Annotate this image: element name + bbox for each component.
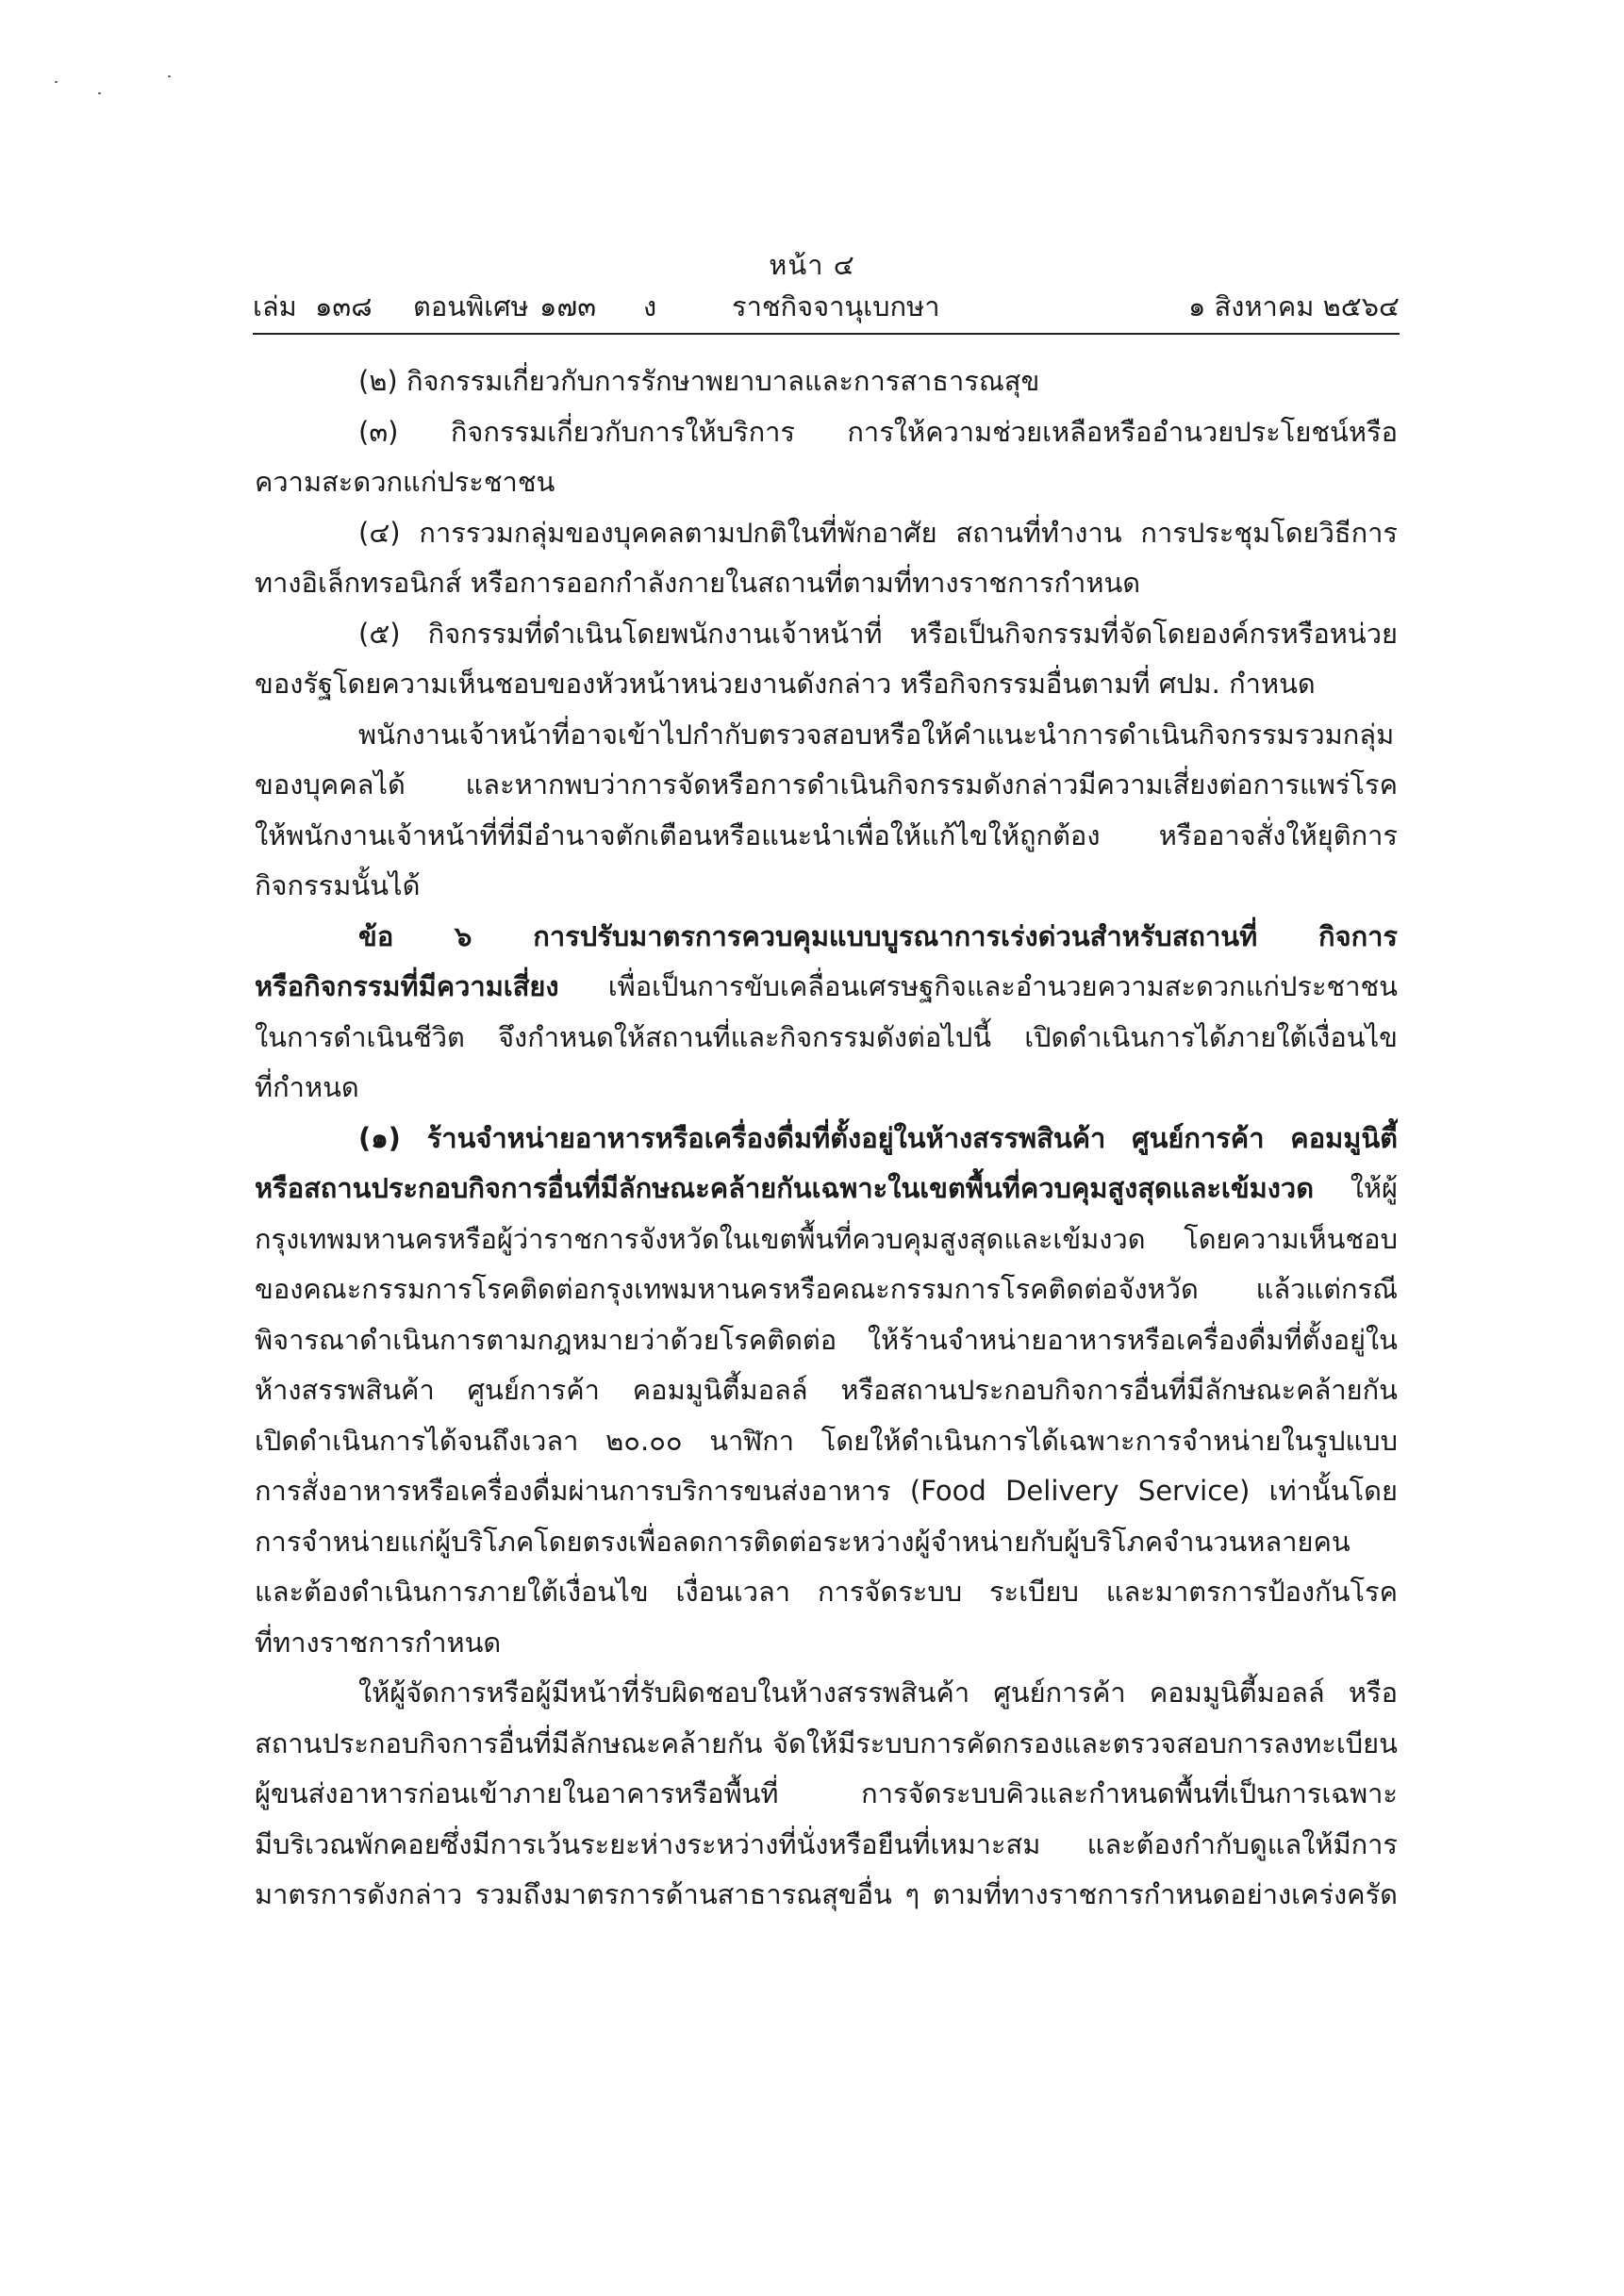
paragraph-line: (๔) การรวมกลุ่มของบุคคลตามปกติในที่พักอาศัย สถานที่ทำงาน การประชุมโดยวิธีการ	[358, 516, 1398, 549]
item-heading-bold: (๑) ร้านจำหน่ายอาหารหรือเครื่องดื่มที่ตั้งอยู่ในห้างสรรพสินค้า ศูนย์การค้า คอมมูนิตี้	[358, 1121, 1398, 1154]
paragraph-line: สถานประกอบกิจการอื่นที่มีลักษณะคล้ายกัน จัดให้มีระบบการคัดกรองและตรวจสอบการลงทะเบียน	[255, 1726, 1398, 1759]
paragraph-line: ให้ผู้จัดการหรือผู้มีหน้าที่รับผิดชอบในห้างสรรพสินค้า ศูนย์การค้า คอมมูนิตี้มอลล์ หรือ	[358, 1677, 1398, 1709]
paragraph-line: การจำหน่ายแก่ผู้บริโภคโดยตรงเพื่อลดการติดต่อระหว่างผู้จำหน่ายกับผู้บริโภคจำนวนหลายคน	[255, 1525, 1351, 1558]
paragraph-line: เปิดดำเนินการได้จนถึงเวลา ๒๐.๐๐ นาฬิกา โดยให้ดำเนินการได้เฉพาะการจำหน่ายในรูปแบบ	[255, 1424, 1398, 1457]
paragraph-line: กิจกรรมนั้นได้	[255, 869, 421, 901]
volume-label: เล่ม	[253, 290, 297, 322]
section-number: ๑๗๓	[539, 290, 597, 322]
section-letter: ง	[643, 290, 657, 322]
paragraph-line: กรุงเทพมหานครหรือผู้ว่าราชการจังหวัดในเขตพื้นที่ควบคุมสูงสุดและเข้มงวด โดยความเห็นชอบ	[255, 1222, 1398, 1255]
paragraph-line: ของรัฐโดยความเห็นชอบของหัวหน้าหน่วยงานดังกล่าว หรือกิจกรรมอื่นตามที่ ศปม. กำหนด	[255, 668, 1316, 700]
paragraph-line: ให้พนักงานเจ้าหน้าที่ที่มีอำนาจตักเตือนหรือแนะนำเพื่อให้แก้ไขให้ถูกต้อง หรืออาจสั่งให้ยุติการ	[255, 818, 1398, 851]
paragraph-line: พนักงานเจ้าหน้าที่อาจเข้าไปกำกับตรวจสอบหรือให้คำแนะนำการดำเนินกิจกรรมรวมกลุ่ม	[358, 718, 1395, 751]
paragraph-line: ทางอิเล็กทรอนิกส์ หรือการออกกำลังกายในสถานที่ตามที่ทางราชการกำหนด	[255, 567, 1141, 599]
paragraph-line: ที่กำหนด	[255, 1071, 359, 1103]
paragraph-line: ความสะดวกแก่ประชาชน	[255, 466, 555, 498]
item-heading	[255, 1114, 1398, 1165]
paragraph-line: การสั่งอาหารหรือเครื่องดื่มผ่านการบริการขนส่งอาหาร (Food Delivery Service) เท่านั้นโดย	[255, 1475, 1398, 1507]
clause-heading-bold: หรือกิจกรรมที่มีความเสี่ยง	[255, 970, 559, 1002]
publication-name: ราชกิจจานุเบกษา	[732, 290, 940, 322]
paragraph-line: ในการดำเนินชีวิต จึงกำหนดให้สถานที่และกิจกรรมดังต่อไปนี้ เปิดดำเนินการได้ภายใต้เงื่อนไข	[255, 1020, 1398, 1053]
page-number: หน้า ๔	[769, 249, 855, 281]
paragraph-line: ผู้ขนส่งอาหารก่อนเข้าภายในอาคารหรือพื้นที่ การจัดระบบคิวและกำหนดพื้นที่เป็นการเฉพาะ	[255, 1777, 1398, 1809]
paragraph-line: และต้องดำเนินการภายใต้เงื่อนไข เงื่อนเวลา การจัดระบบ ระเบียบ และมาตรการป้องกันโรค	[255, 1576, 1398, 1608]
clause-heading	[255, 912, 1398, 963]
header-rule	[253, 333, 1400, 335]
scan-speck	[98, 92, 101, 94]
scan-speck	[55, 81, 58, 83]
item-heading-bold: หรือสถานประกอบกิจการอื่นที่มีลักษณะคล้ายกันเฉพาะในเขตพื้นที่ควบคุมสูงสุดและเข้มงวด	[255, 1172, 1315, 1204]
paragraph-line: มีบริเวณพักคอยซึ่งมีการเว้นระยะห่างระหว่างที่นั่งหรือยืนที่เหมาะสม และต้องกำกับดูแลให้มีการ	[255, 1827, 1398, 1860]
paragraph-line: ของคณะกรรมการโรคติดต่อกรุงเทพมหานครหรือคณะกรรมการโรคติดต่อจังหวัด แล้วแต่กรณี	[255, 1273, 1398, 1305]
paragraph-line	[255, 962, 1398, 1013]
clause-heading-bold: ข้อ ๖ การปรับมาตรการควบคุมแบบบูรณาการเร่งด่วนสำหรับสถานที่ กิจการ	[358, 919, 1398, 952]
paragraph-line	[255, 1164, 1398, 1214]
paragraph-line: (๒) กิจกรรมเกี่ยวกับการรักษาพยาบาลและการสาธารณสุข	[358, 365, 1040, 397]
section-label: ตอนพิเศษ	[413, 290, 529, 322]
item-text: ให้ผู้	[1350, 1172, 1398, 1204]
document-body	[255, 356, 1398, 1921]
paragraph-line: พิจารณาดำเนินการตามกฎหมายว่าด้วยโรคติดต่อ ให้ร้านจำหน่ายอาหารหรือเครื่องดื่มที่ตั้งอยู่ใน	[255, 1323, 1398, 1356]
paragraph-line: ที่ทางราชการกำหนด	[255, 1626, 502, 1659]
scan-speck	[168, 75, 171, 77]
paragraph-line: (๓) กิจกรรมเกี่ยวกับการให้บริการ การให้ความช่วยเหลือหรืออำนวยประโยชน์หรือ	[358, 415, 1398, 448]
paragraph-line: (๕) กิจกรรมที่ดำเนินโดยพนักงานเจ้าหน้าที่ หรือเป็นกิจกรรมที่จัดโดยองค์กรหรือหน่วย	[358, 617, 1398, 650]
paragraph-line: ห้างสรรพสินค้า ศูนย์การค้า คอมมูนิตี้มอลล์ หรือสถานประกอบกิจการอื่นที่มีลักษณะคล้ายกัน	[255, 1374, 1398, 1406]
clause-text: เพื่อเป็นการขับเคลื่อนเศรษฐกิจและอำนวยความสะดวกแก่ประชาชน	[558, 970, 1398, 1002]
publication-date: ๑ สิงหาคม ๒๕๖๔	[1187, 290, 1400, 322]
gazette-header	[253, 285, 1400, 326]
volume-number: ๑๓๘	[315, 290, 373, 322]
paragraph-line: ของบุคคลได้ และหากพบว่าการจัดหรือการดำเนินกิจกรรมดังกล่าวมีความเสี่ยงต่อการแพร่โรค	[255, 768, 1398, 801]
paragraph-line: มาตรการดังกล่าว รวมถึงมาตรการด้านสาธารณสุขอื่น ๆ ตามที่ทางราชการกำหนดอย่างเคร่งครัด	[255, 1878, 1398, 1910]
